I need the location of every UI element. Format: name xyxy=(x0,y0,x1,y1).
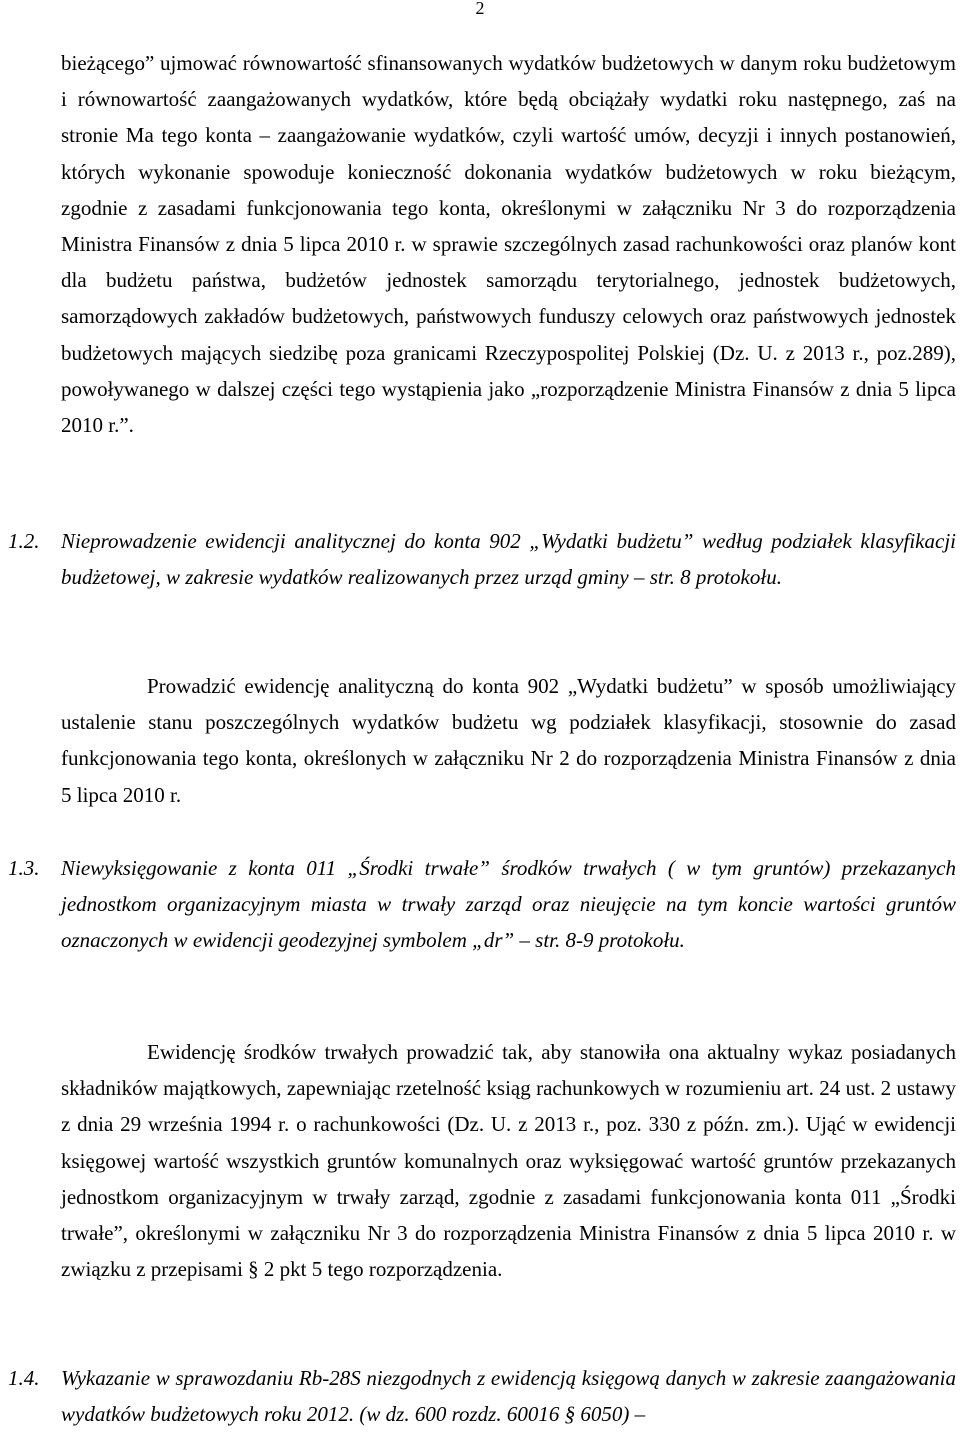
item-1-2-number: 1.2. xyxy=(8,529,40,553)
item-1-3-text: Niewyksięgowanie z konta 011 „Środki trwałe” środków trwałych ( w tym gruntów) przekazanych jednostkom organizacyjnym miasta w trwały zarząd oraz nieujęcie na tym koncie wartości gruntów oznaczonych w ewidencji geodezyjnej symbolem „dr” – str. 8-9 protokołu. xyxy=(61,856,956,953)
item-1-4-number: 1.4. xyxy=(8,1366,40,1390)
recommendation-1-2: Prowadzić ewidencję analityczną do konta 902 „Wydatki budżetu” w sposób umożliwiający ustalenie stanu poszczególnych wydatków budżetu wg podziałek klasyfikacji, stosownie do zasad funkcjonowania tego konta, określonych w załączniku Nr 2 do rozporządzenia Ministra Finansów z dnia 5 lipca 2010 r. xyxy=(61,674,956,807)
item-1-4-text: Wykazanie w sprawozdaniu Rb-28S niezgodnych z ewidencją księgową danych w zakresie zaangażowania wydatków budżetowych roku 2012. (w dz. 600 rozdz. 60016 § 6050) – xyxy=(61,1366,956,1427)
page-number: 2 xyxy=(475,0,485,18)
recommendation-1-3: Ewidencję środków trwałych prowadzić tak, aby stanowiła ona aktualny wykaz posiadanych składników majątkowych, zapewniając rzetelność ksiąg rachunkowych w rozumieniu art. 24 ust. 2 ustawy z dnia 29 września 1994 r. o rachunkowości (Dz. U. z 2013 r., poz. 330 z późn. zm.). Ująć w ewidencji księgowej wartość wszystkich gruntów komunalnych oraz wyksięgować wartość gruntów przekazanych jednostkom organizacyjnym w trwały zarząd, zgodnie z zasadami funkcjonowania konta 011 „Środki trwałe”, określonymi w załączniku Nr 3 do rozporządzenia Ministra Finansów z dnia 5 lipca 2010 r. w związku z przepisami § 2 pkt 5 tego rozporządzenia. xyxy=(61,1040,956,1282)
item-1-2-text: Nieprowadzenie ewidencji analitycznej do konta 902 „Wydatki budżetu” według podziałek klasyfikacji budżetowej, w zakresie wydatków realizowanych przez urząd gminy – str. 8 protokołu. xyxy=(61,529,956,590)
intro-paragraph: bieżącego” ujmować równowartość sfinansowanych wydatków budżetowych w danym roku budżetowym i równowartość zaangażowanych wydatków, które będą obciążały wydatki roku następnego, zaś na stronie Ma tego konta – zaangażowanie wydatków, czyli wartość umów, decyzji i innych postanowień, których wykonanie spowoduje konieczność dokonania wydatków budżetowych w roku bieżącym, zgodnie z zasadami funkcjonowania tego konta, określonymi w załączniku Nr 3 do rozporządzenia Ministra Finansów z dnia 5 lipca 2010 r. w sprawie szczególnych zasad rachunkowości oraz planów kont dla budżetu państwa, budżetów jednostek samorządu terytorialnego, jednostek budżetowych, samorządowych zakładów budżetowych, państwowych funduszy celowych oraz państwowych jednostek budżetowych mających siedzibę poza granicami Rzeczypospolitej Polskiej (Dz. U. z 2013 r., poz.289), powoływanego w dalszej części tego wystąpienia jako „rozporządzenie Ministra Finansów z dnia 5 lipca 2010 r.”. xyxy=(61,51,956,438)
item-1-3-number: 1.3. xyxy=(8,856,40,880)
